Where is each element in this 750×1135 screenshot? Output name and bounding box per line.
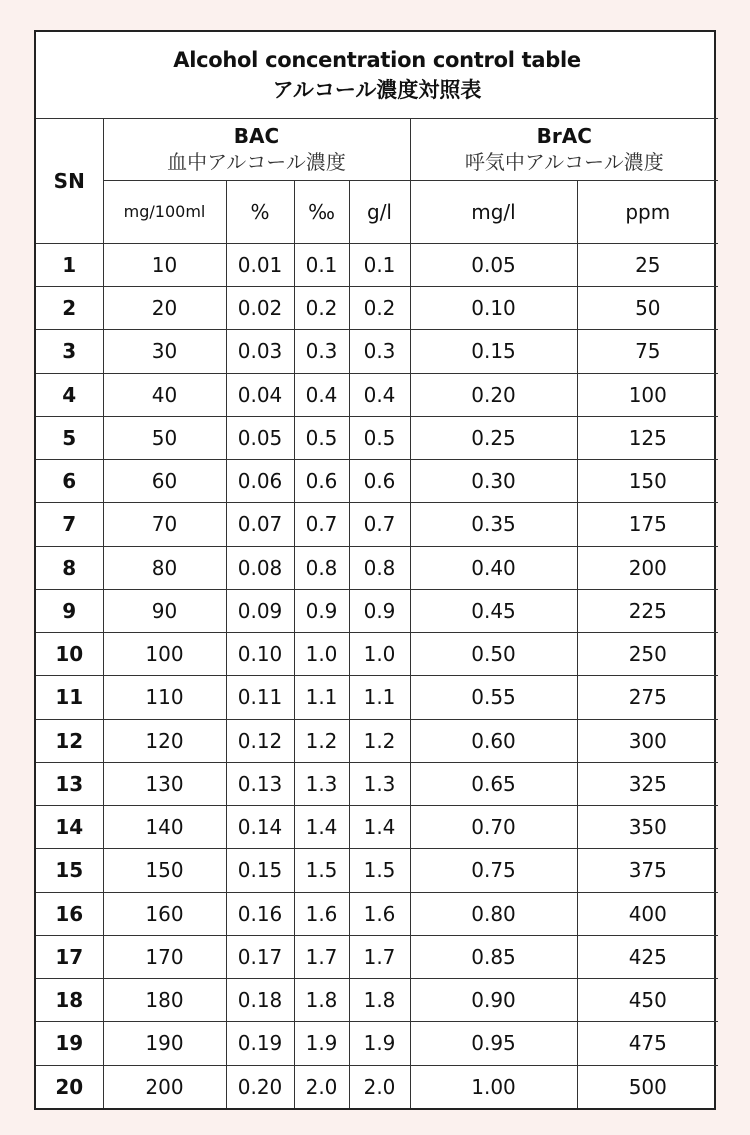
brac-group-header [410,119,718,180]
permille-cell: 1.6 [294,892,349,935]
mg-l-cell: 0.50 [410,633,577,676]
mg-l-cell: 0.25 [410,416,577,459]
ppm-cell: 125 [577,416,718,459]
mg-l-cell: 0.45 [410,589,577,632]
percent-cell: 0.12 [226,719,294,762]
ppm-cell: 375 [577,849,718,892]
mg-100ml-cell: 90 [103,589,226,632]
ppm-cell: 475 [577,1022,718,1065]
mg-l-cell: 0.05 [410,243,577,286]
unit-header-ppm: ppm [577,180,718,243]
unit-header-percent: % [226,180,294,243]
table-row [36,287,718,330]
g-l-cell: 1.8 [349,979,410,1022]
mg-100ml-cell: 110 [103,676,226,719]
percent-cell: 0.19 [226,1022,294,1065]
mg-100ml-cell: 160 [103,892,226,935]
sn-cell: 9 [36,589,103,632]
permille-cell: 1.5 [294,849,349,892]
ppm-cell: 400 [577,892,718,935]
mg-l-cell: 0.10 [410,287,577,330]
conversion-table-sheet [34,30,716,1110]
sn-cell: 17 [36,935,103,978]
ppm-cell: 150 [577,460,718,503]
g-l-cell: 1.6 [349,892,410,935]
ppm-cell: 425 [577,935,718,978]
g-l-cell: 0.8 [349,546,410,589]
permille-cell: 0.8 [294,546,349,589]
sn-cell: 19 [36,1022,103,1065]
table-row [36,503,718,546]
ppm-cell: 100 [577,373,718,416]
permille-cell: 0.3 [294,330,349,373]
table-row [36,243,718,286]
permille-cell: 0.9 [294,589,349,632]
sn-cell: 11 [36,676,103,719]
percent-cell: 0.15 [226,849,294,892]
permille-cell: 0.1 [294,243,349,286]
mg-100ml-cell: 120 [103,719,226,762]
mg-l-cell: 0.90 [410,979,577,1022]
unit-header-mg-l: mg/l [410,180,577,243]
bac-japanese-label: 血中アルコール濃度 [167,150,346,175]
unit-header-g-l: g/l [349,180,410,243]
mg-l-cell: 0.55 [410,676,577,719]
sn-cell: 5 [36,416,103,459]
mg-100ml-cell: 50 [103,416,226,459]
mg-100ml-cell: 130 [103,762,226,805]
sn-cell: 15 [36,849,103,892]
g-l-cell: 0.3 [349,330,410,373]
table-row [36,849,718,892]
g-l-cell: 1.5 [349,849,410,892]
mg-l-cell: 0.75 [410,849,577,892]
table-row [36,460,718,503]
g-l-cell: 1.4 [349,806,410,849]
mg-100ml-cell: 70 [103,503,226,546]
sn-cell: 7 [36,503,103,546]
title-japanese: アルコール濃度対照表 [272,78,482,103]
g-l-cell: 0.4 [349,373,410,416]
mg-l-cell: 0.70 [410,806,577,849]
g-l-cell: 0.9 [349,589,410,632]
sn-cell: 14 [36,806,103,849]
table-row [36,416,718,459]
g-l-cell: 0.7 [349,503,410,546]
percent-cell: 0.13 [226,762,294,805]
sn-cell: 12 [36,719,103,762]
permille-cell: 0.6 [294,460,349,503]
mg-100ml-cell: 190 [103,1022,226,1065]
bac-group-header [103,119,410,180]
table-row [36,935,718,978]
percent-cell: 0.14 [226,806,294,849]
mg-100ml-cell: 180 [103,979,226,1022]
ppm-cell: 325 [577,762,718,805]
table-title [36,32,718,119]
sn-cell: 4 [36,373,103,416]
mg-100ml-cell: 30 [103,330,226,373]
g-l-cell: 0.5 [349,416,410,459]
mg-100ml-cell: 20 [103,287,226,330]
g-l-cell: 1.0 [349,633,410,676]
g-l-cell: 1.2 [349,719,410,762]
permille-cell: 1.8 [294,979,349,1022]
sn-cell: 2 [36,287,103,330]
percent-cell: 0.08 [226,546,294,589]
table-row [36,762,718,805]
permille-cell: 1.7 [294,935,349,978]
ppm-cell: 75 [577,330,718,373]
g-l-cell: 0.2 [349,287,410,330]
percent-cell: 0.17 [226,935,294,978]
permille-cell: 2.0 [294,1065,349,1108]
g-l-cell: 1.7 [349,935,410,978]
percent-cell: 0.07 [226,503,294,546]
mg-100ml-cell: 150 [103,849,226,892]
permille-cell: 0.2 [294,287,349,330]
g-l-cell: 1.1 [349,676,410,719]
percent-cell: 0.04 [226,373,294,416]
mg-l-cell: 0.40 [410,546,577,589]
sn-cell: 10 [36,633,103,676]
table-row [36,330,718,373]
table-row [36,892,718,935]
ppm-cell: 250 [577,633,718,676]
permille-cell: 1.1 [294,676,349,719]
percent-cell: 0.05 [226,416,294,459]
table-row [36,1065,718,1108]
sn-cell: 3 [36,330,103,373]
table-row [36,633,718,676]
mg-100ml-cell: 100 [103,633,226,676]
brac-japanese-label: 呼気中アルコール濃度 [464,150,664,175]
mg-100ml-cell: 10 [103,243,226,286]
unit-header-permille: ‰ [294,180,349,243]
ppm-cell: 500 [577,1065,718,1108]
g-l-cell: 0.1 [349,243,410,286]
permille-cell: 1.4 [294,806,349,849]
permille-cell: 1.3 [294,762,349,805]
mg-100ml-cell: 170 [103,935,226,978]
mg-l-cell: 0.80 [410,892,577,935]
g-l-cell: 1.3 [349,762,410,805]
percent-cell: 0.02 [226,287,294,330]
mg-100ml-cell: 140 [103,806,226,849]
sn-cell: 20 [36,1065,103,1108]
permille-cell: 0.4 [294,373,349,416]
alcohol-conversion-table [36,32,718,1108]
table-row [36,806,718,849]
ppm-cell: 300 [577,719,718,762]
table-row [36,979,718,1022]
percent-cell: 0.11 [226,676,294,719]
mg-l-cell: 0.65 [410,762,577,805]
ppm-cell: 225 [577,589,718,632]
mg-l-cell: 0.60 [410,719,577,762]
mg-100ml-cell: 60 [103,460,226,503]
permille-cell: 1.0 [294,633,349,676]
sn-cell: 18 [36,979,103,1022]
permille-cell: 0.7 [294,503,349,546]
sn-cell: 13 [36,762,103,805]
sn-cell: 8 [36,546,103,589]
ppm-cell: 450 [577,979,718,1022]
ppm-cell: 275 [577,676,718,719]
percent-cell: 0.18 [226,979,294,1022]
ppm-cell: 50 [577,287,718,330]
ppm-cell: 200 [577,546,718,589]
mg-l-cell: 0.30 [410,460,577,503]
g-l-cell: 1.9 [349,1022,410,1065]
g-l-cell: 0.6 [349,460,410,503]
percent-cell: 0.01 [226,243,294,286]
g-l-cell: 2.0 [349,1065,410,1108]
percent-cell: 0.20 [226,1065,294,1108]
mg-100ml-cell: 80 [103,546,226,589]
percent-cell: 0.16 [226,892,294,935]
sn-cell: 16 [36,892,103,935]
mg-l-cell: 0.20 [410,373,577,416]
bac-label: BAC [233,124,280,149]
permille-cell: 0.5 [294,416,349,459]
sn-cell: 1 [36,243,103,286]
mg-100ml-cell: 200 [103,1065,226,1108]
table-row [36,546,718,589]
permille-cell: 1.9 [294,1022,349,1065]
sn-cell: 6 [36,460,103,503]
title-english: Alcohol concentration control table [173,48,581,73]
sn-header: SN [36,119,103,243]
permille-cell: 1.2 [294,719,349,762]
table-row [36,719,718,762]
mg-l-cell: 0.15 [410,330,577,373]
ppm-cell: 25 [577,243,718,286]
percent-cell: 0.10 [226,633,294,676]
mg-l-cell: 0.85 [410,935,577,978]
brac-label: BrAC [536,124,592,149]
mg-l-cell: 1.00 [410,1065,577,1108]
percent-cell: 0.09 [226,589,294,632]
ppm-cell: 175 [577,503,718,546]
unit-header-mg-100ml: mg/100ml [103,180,226,243]
mg-l-cell: 0.95 [410,1022,577,1065]
table-row [36,676,718,719]
percent-cell: 0.03 [226,330,294,373]
table-row [36,1022,718,1065]
table-row [36,589,718,632]
percent-cell: 0.06 [226,460,294,503]
ppm-cell: 350 [577,806,718,849]
table-row [36,373,718,416]
mg-100ml-cell: 40 [103,373,226,416]
mg-l-cell: 0.35 [410,503,577,546]
